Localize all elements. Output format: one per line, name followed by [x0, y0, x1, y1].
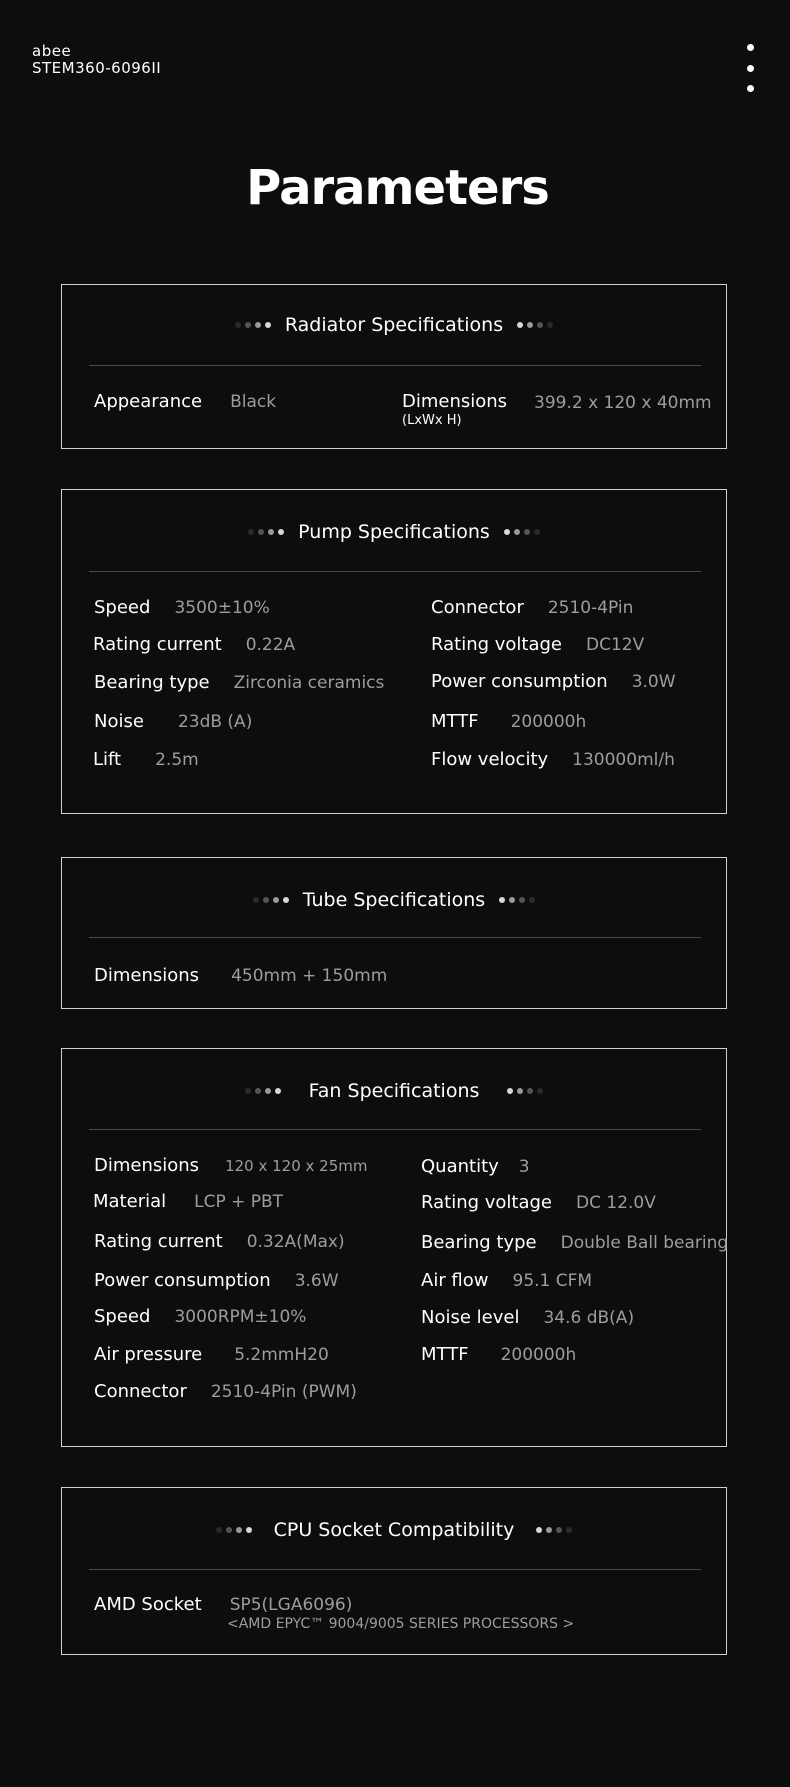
spec-air-flow [421, 1270, 592, 1291]
spec-label: Power consumption [431, 671, 608, 692]
spec-rating-voltage [431, 634, 644, 655]
more-menu-button[interactable] [740, 44, 760, 92]
spec-label: Dimensions [94, 965, 200, 986]
card-header [62, 1079, 726, 1103]
spec-label: Speed [94, 1306, 151, 1327]
spec-mttf [431, 711, 586, 732]
spec-connector [431, 597, 633, 618]
menu-dot-icon [747, 44, 754, 51]
spec-bearing-type [94, 672, 384, 693]
brand-logo[interactable] [32, 43, 161, 77]
spec-label: Rating current [93, 634, 222, 655]
menu-dot-icon [747, 85, 754, 92]
spec-value: Double Ball bearing [560, 1233, 729, 1253]
spec-label: Air pressure [94, 1344, 203, 1365]
spec-value: 0.32A(Max) [246, 1232, 345, 1252]
spec-dimensions-value [534, 393, 712, 413]
spec-fan-rating-voltage [421, 1192, 656, 1213]
spec-label: Rating voltage [431, 634, 563, 655]
spec-amd-socket [94, 1594, 352, 1615]
dots-decoration-icon [235, 322, 271, 328]
spec-value: 5.2mmH20 [234, 1345, 329, 1365]
card-title: Radiator Specifications [284, 314, 504, 336]
spec-dimensions [402, 391, 507, 412]
spec-value: Black [230, 392, 277, 412]
spec-speed [94, 597, 270, 618]
card-title: Tube Specifications [302, 889, 486, 911]
spec-tube-dimensions [94, 965, 387, 986]
spec-value: 3000RPM±10% [174, 1307, 307, 1327]
spec-label: Bearing type [421, 1232, 537, 1253]
fan-spec-card [61, 1048, 727, 1447]
spec-label: Noise level [421, 1307, 520, 1328]
cpu-socket-card [61, 1487, 727, 1655]
spec-value: DC 12.0V [576, 1193, 656, 1213]
spec-label: Material [93, 1191, 167, 1212]
spec-fan-dimensions [94, 1155, 367, 1176]
spec-label: Rating voltage [421, 1192, 553, 1213]
pump-spec-card [61, 489, 727, 814]
spec-power-consumption [431, 671, 676, 692]
spec-value: 95.1 CFM [512, 1271, 593, 1291]
spec-label: Connector [94, 1381, 187, 1402]
spec-value: 3.6W [294, 1271, 339, 1291]
tube-spec-card [61, 857, 727, 1009]
spec-value: 3500±10% [174, 598, 270, 618]
spec-value: 3 [518, 1157, 530, 1177]
card-title: CPU Socket Compatibility [273, 1519, 515, 1541]
spec-fan-speed [94, 1306, 306, 1327]
card-header [62, 520, 726, 544]
spec-label: Bearing type [94, 672, 210, 693]
spec-value: 3.0W [631, 672, 676, 692]
dots-decoration-icon [248, 529, 284, 535]
spec-value: Zirconia ceramics [233, 673, 385, 693]
spec-value: 2510-4Pin (PWM) [210, 1382, 357, 1402]
spec-sublabel: (LxWx H) [402, 413, 462, 428]
spec-value: 34.6 dB(A) [543, 1308, 635, 1328]
product-model: STEM360-6096II [32, 59, 162, 77]
spec-value: 0.22A [245, 635, 296, 655]
spec-value: 399.2 x 120 x 40mm [534, 393, 712, 413]
divider [89, 937, 701, 938]
spec-lift [93, 749, 199, 770]
spec-label: Lift [93, 749, 122, 770]
dots-decoration-icon [216, 1527, 252, 1533]
spec-value: 2510-4Pin [547, 598, 634, 618]
menu-dot-icon [747, 65, 754, 72]
spec-noise-level [421, 1307, 634, 1328]
dots-decoration-icon [507, 1088, 543, 1094]
divider [89, 365, 701, 366]
spec-label: Rating current [94, 1231, 223, 1252]
brand-name: abee [32, 42, 72, 60]
spec-label: MTTF [421, 1344, 469, 1365]
divider [89, 571, 701, 572]
card-header [62, 888, 726, 912]
spec-label: Dimensions [94, 1155, 200, 1176]
spec-value: 200000h [500, 1345, 577, 1365]
spec-fan-mttf [421, 1344, 576, 1365]
spec-label: Noise [94, 711, 144, 732]
spec-value: 120 x 120 x 25mm [225, 1157, 368, 1175]
divider [89, 1569, 701, 1570]
spec-label: Air flow [421, 1270, 489, 1291]
card-title: Pump Specifications [298, 521, 490, 543]
spec-fan-rating-current [94, 1231, 345, 1252]
spec-value: 2.5m [155, 750, 199, 770]
spec-label: AMD Socket [94, 1594, 202, 1615]
spec-flow-velocity [431, 749, 675, 770]
spec-value: 200000h [510, 712, 587, 732]
spec-air-pressure [94, 1344, 329, 1365]
spec-value: DC12V [586, 635, 645, 655]
spec-value: 130000ml/h [572, 750, 675, 770]
spec-fan-connector [94, 1381, 357, 1402]
dots-decoration-icon [536, 1527, 572, 1533]
spec-quantity [421, 1156, 530, 1177]
spec-label: Speed [94, 597, 151, 618]
spec-rating-current [93, 634, 295, 655]
spec-value: LCP + PBT [194, 1192, 284, 1212]
socket-note: <AMD EPYC™ 9004/9005 SERIES PROCESSORS > [227, 1616, 575, 1632]
spec-label: Power consumption [94, 1270, 271, 1291]
dots-decoration-icon [499, 897, 535, 903]
dots-decoration-icon [517, 322, 553, 328]
card-title: Fan Specifications [308, 1080, 480, 1102]
spec-fan-power-consumption [94, 1270, 339, 1291]
card-header [62, 1518, 726, 1542]
spec-appearance [94, 391, 276, 412]
dots-decoration-icon [245, 1088, 281, 1094]
spec-value: 450mm + 150mm [231, 966, 388, 986]
card-header [62, 313, 726, 337]
spec-value: 23dB (A) [177, 712, 253, 732]
dots-decoration-icon [253, 897, 289, 903]
spec-label: Appearance [94, 391, 203, 412]
dots-decoration-icon [504, 529, 540, 535]
divider [89, 1129, 701, 1130]
spec-label: MTTF [431, 711, 479, 732]
spec-label: Flow velocity [431, 749, 549, 770]
spec-material [93, 1191, 283, 1212]
spec-noise [94, 711, 252, 732]
spec-value: SP5(LGA6096) [229, 1595, 353, 1615]
spec-label: Connector [431, 597, 524, 618]
radiator-spec-card [61, 284, 727, 449]
spec-label: Dimensions [402, 391, 508, 412]
page-title: Parameters [246, 160, 549, 216]
spec-label: Quantity [421, 1156, 499, 1177]
spec-fan-bearing-type [421, 1232, 728, 1253]
